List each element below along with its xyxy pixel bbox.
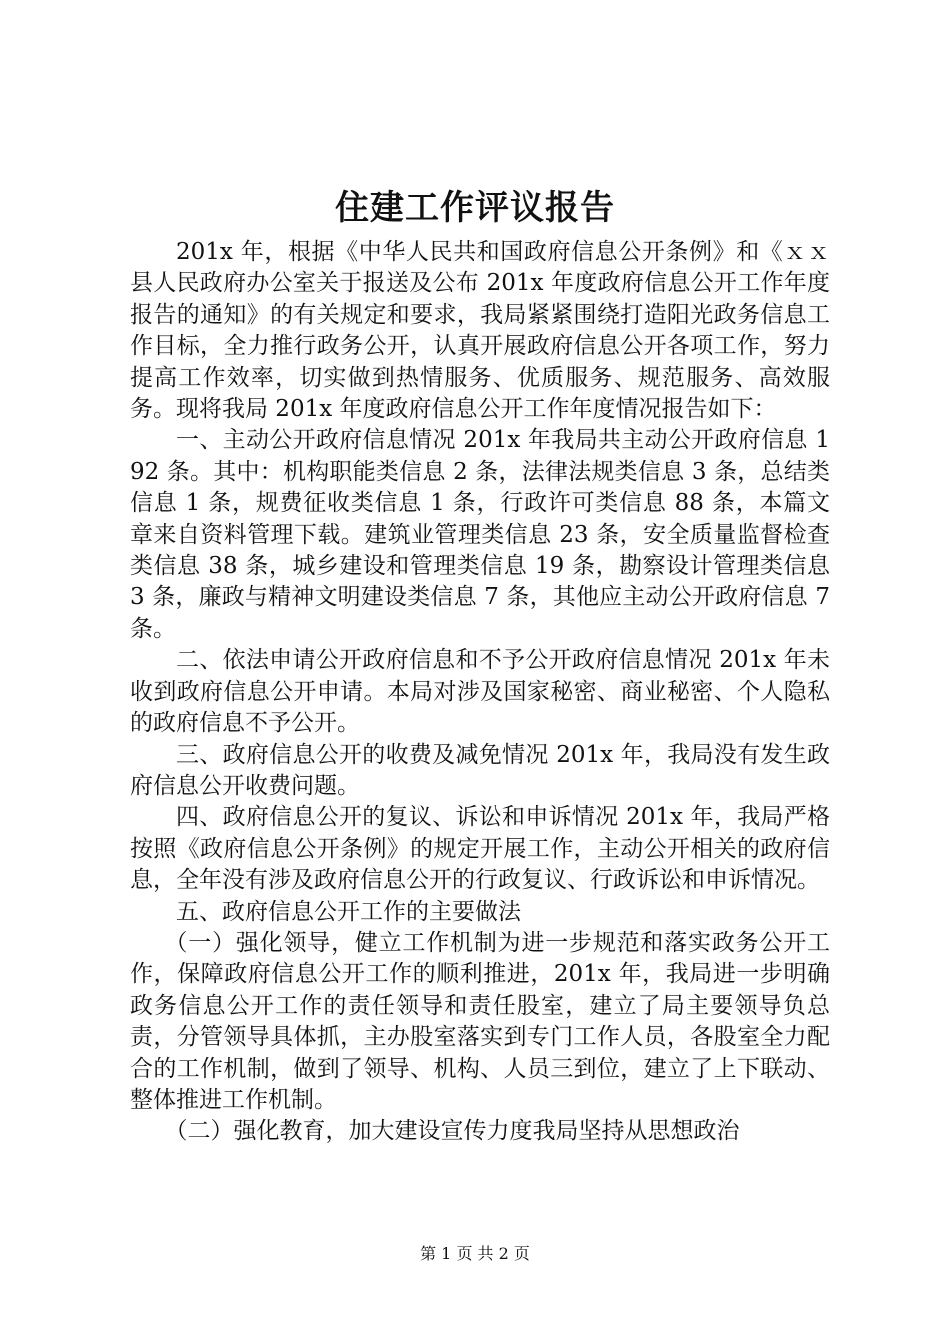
paragraph-section-3: 三、政府信息公开的收费及减免情况 201x 年，我局没有发生政府信息公开收费问题。 [130, 741, 830, 799]
paragraph-section-4: 四、政府信息公开的复议、诉讼和申诉情况 201x 年，我局严格按照《政府信息公开条例》的规定开展工作，主动公开相关的政府信息，全年没有涉及政府信息公开的行政复议、行政诉讼和申诉情况。 [130, 804, 830, 894]
paragraph-section-2: 二、依法申请公开政府信息和不予公开政府信息情况 201x 年未收到政府信息公开申请。本局对涉及国家秘密、商业秘密、个人隐私的政府信息不予公开。 [130, 647, 830, 737]
paragraph-section-1: 一、主动公开政府信息情况 201x 年我局共主动公开政府信息 192 条。其中：机构职能类信息 2 条，法律法规类信息 3 条，总结类信息 1 条，规费征收类信息 1 条，行政许可类信息 88 条，本篇文章来自资料管理下载。建筑业管理类信息 23 条，安全质量监督检查类信息 38 条，城乡建设和管理类信息 19 条，勘察设计管理类信息 3 条，廉政与精神文明建设类信息 7 条，其他应主动公开政府信息 7 条。 [130, 427, 830, 642]
paragraph-section-5-heading: 五、政府信息公开工作的主要做法 [176, 898, 521, 925]
document-body [130, 237, 830, 1148]
page-footer: 第 1 页 共 2 页 [420, 1244, 530, 1263]
paragraph-subsection-2: （二）强化教育，加大建设宣传力度我局坚持从思想政治 [164, 1118, 740, 1145]
paragraph-subsection-1: （一）强化领导，健立工作机制为进一步规范和落实政务公开工作，保障政府信息公开工作的顺利推进，201x 年，我局进一步明确政务信息公开工作的责任领导和责任股室，建立了局主要领导负总责，分管领导具体抓，主办股室落实到专门工作人员，各股室全力配合的工作机制，做到了领导、机构、人员三到位，建立了上下联动、整体推进工作机制。 [130, 929, 830, 1113]
document-title: 住建工作评议报告 [335, 188, 615, 228]
paragraph-intro: 201x 年，根据《中华人民共和国政府信息公开条例》和《ｘｘ县人民政府办公室关于报送及公布 201x 年度政府信息公开工作年度报告的通知》的有关规定和要求，我局紧紧围绕打造阳光政务信息工作目标，全力推行政务公开，认真开展政府信息公开各项工作，努力提高工作效率，切实做到热情服务、优质服务、规范服务、高效服务。现将我局 201x 年度政府信息公开工作年度情况报告如下： [130, 239, 830, 423]
